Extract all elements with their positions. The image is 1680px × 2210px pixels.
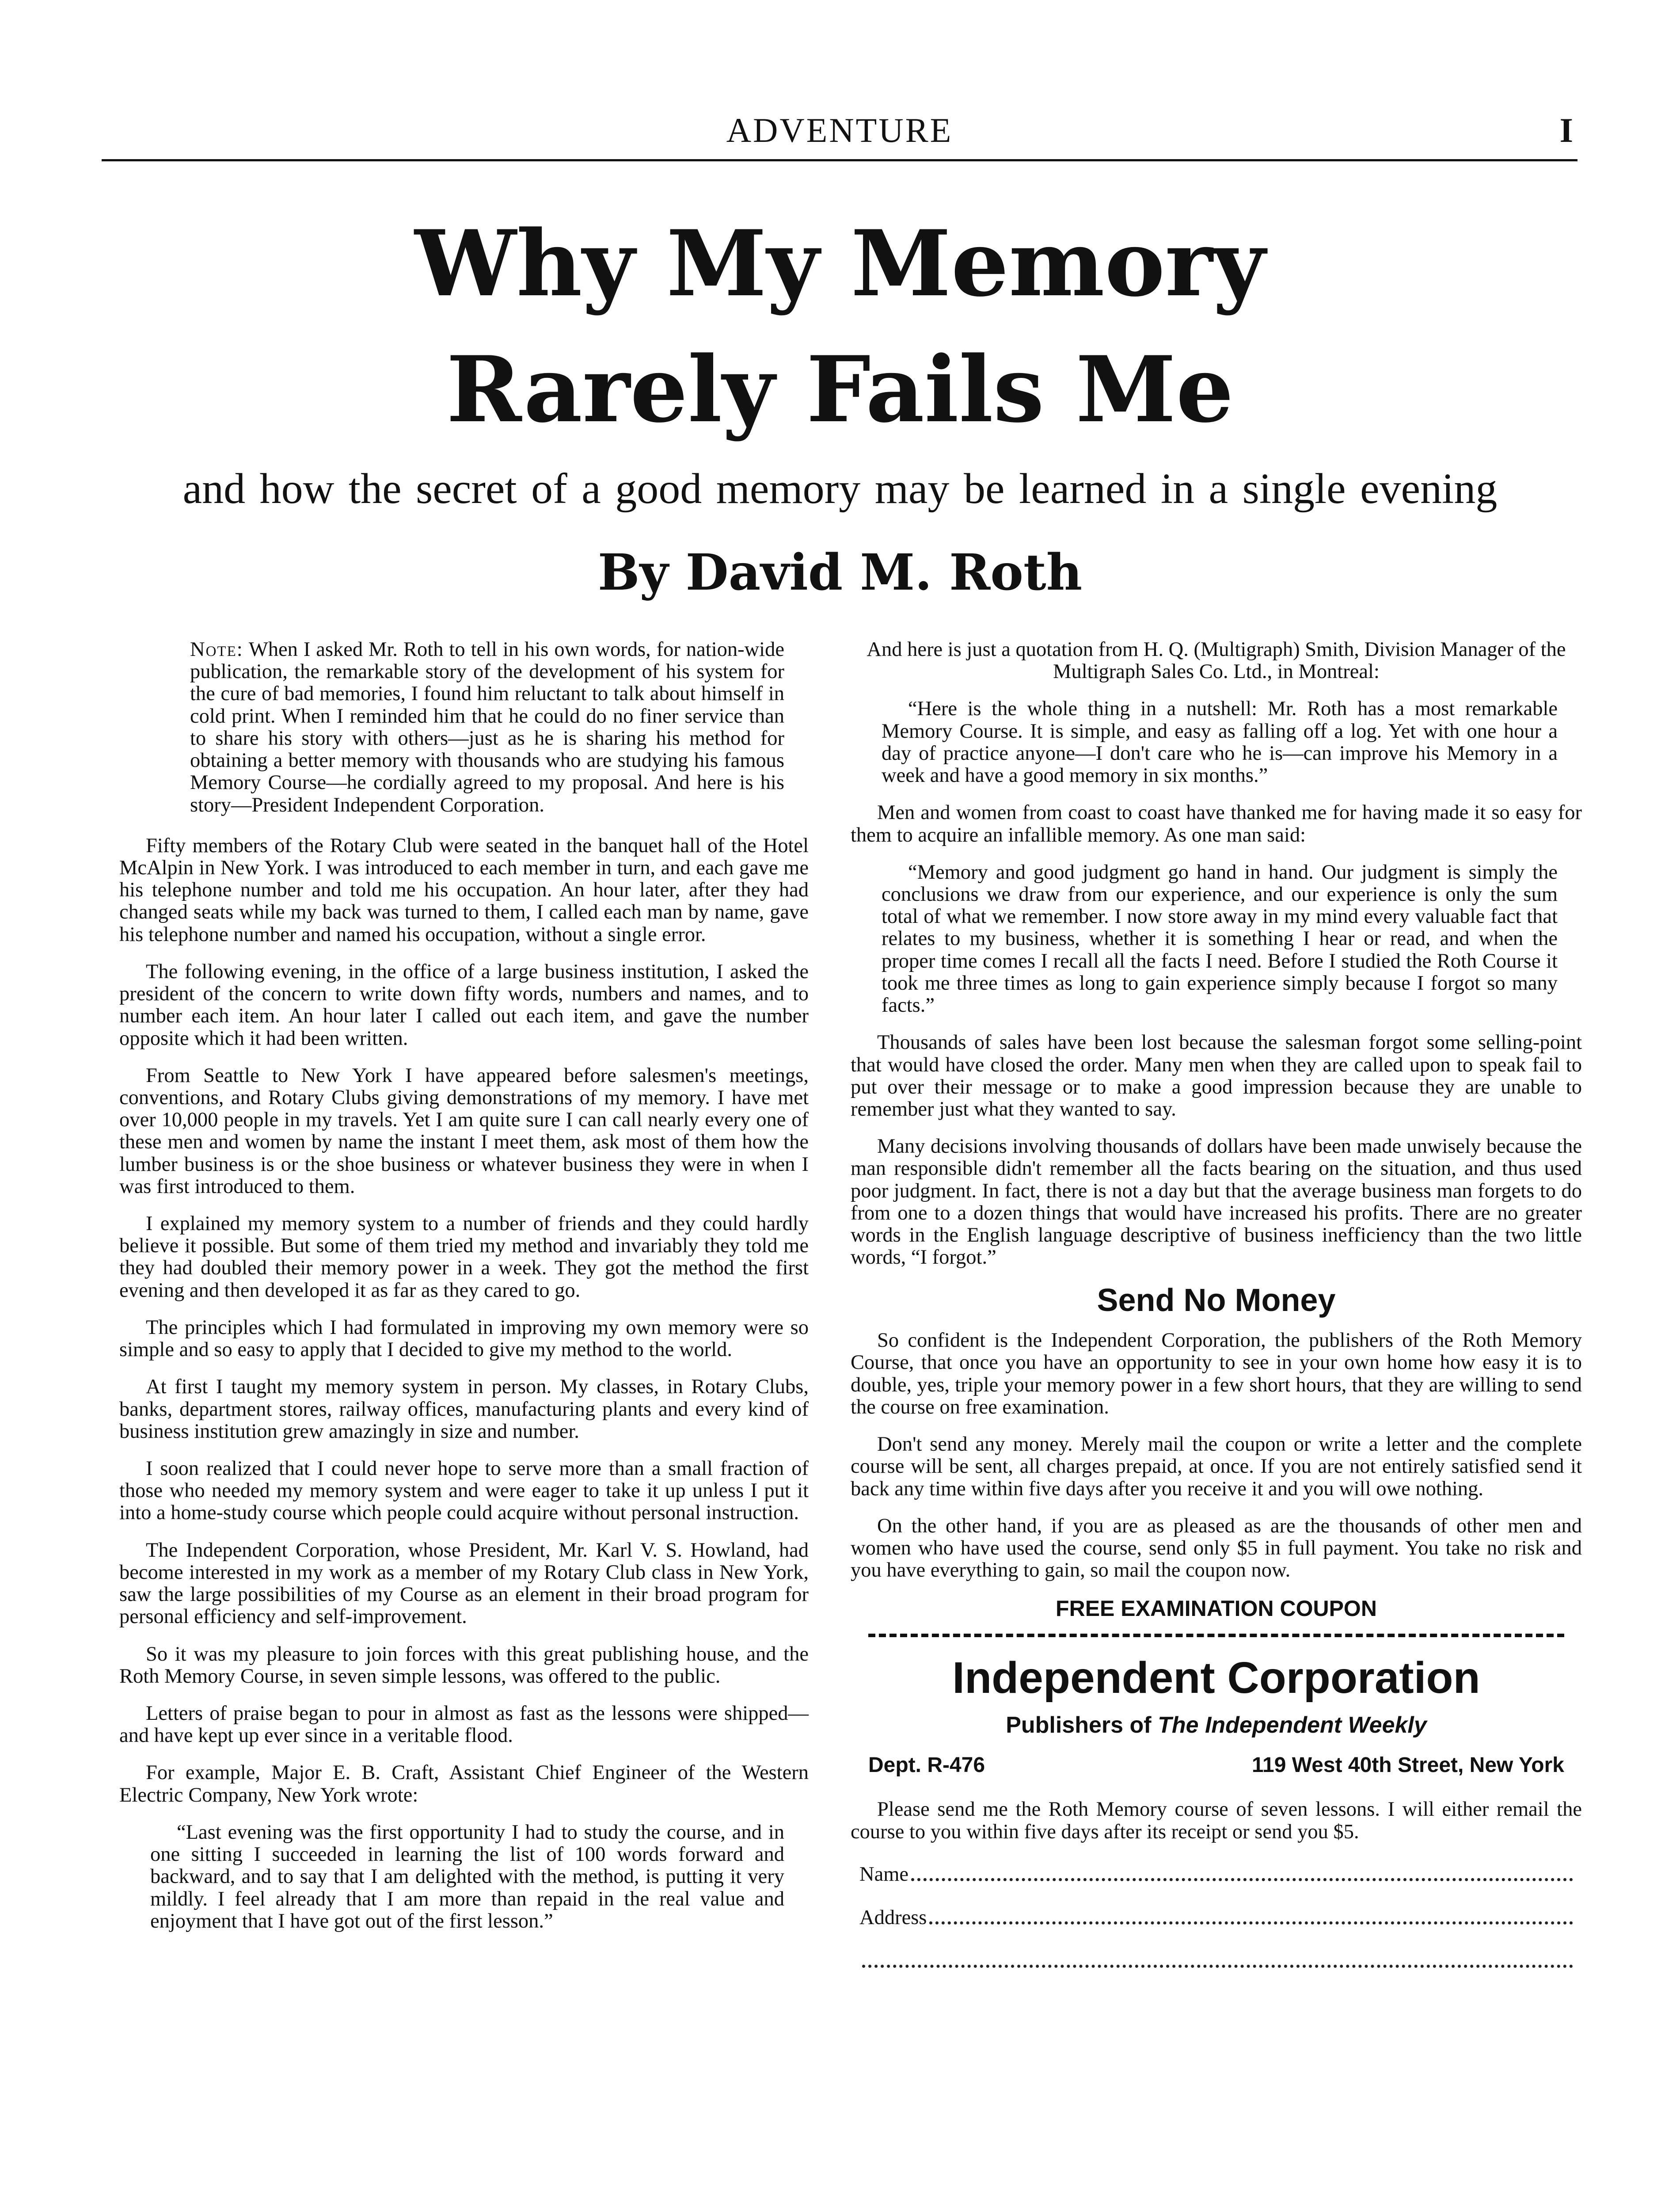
note-label: Note: [190,638,243,661]
body-paragraph: Letters of praise began to pour in almost as fast as the lessons were shipped—and have kept up ever since in a veritable flood. [119,1702,809,1747]
address-label: Address [859,1906,927,1929]
smith-intro: And here is just a quotation from H. Q. (Multigraph) Smith, Division Manager of the Multigraph Sales Co. Ltd., in Montreal: [867,638,1566,683]
publisher-line [851,1713,1582,1738]
coupon-label: FREE EXAMINATION COUPON [1056,1596,1377,1621]
body-paragraph: Many decisions involving thousands of dollars have been made unwisely because the man responsible didn't remember all the facts bearing on the situation, and thus used poor judgment. In fact, there is not a day but that the average business man forgets to do from one to a dozen things that would have increased his profits. There are no greater words in the English language descriptive of business inefficiency than the two little words, “I forgot.” [851,1135,1582,1269]
offer-paragraph: Don't send any money. Merely mail the coupon or write a letter and the complete course will be sent, all charges prepaid, at once. If you are not entirely satisfied send it back any time within five days after you receive it and you will owe nothing. [851,1433,1582,1500]
coupon[interactable] [851,1655,1582,1972]
note-text: When I asked Mr. Roth to tell in his own words, for nation-wide publication, the remarkable story of the development of his system for the cure of bad memories, I found him reluctant to talk about himself in cold print. When I reminded him that he could do no finer service than to share his story with others—just as he is sharing his method for obtaining a better memory with thousands who are studying his famous Memory Course—he cordially agreed to my proposal. And here is his story—President Independent Corporation. [190,638,784,816]
judgment-testimonial: “Memory and good judgment go hand in hand. Our judgment is simply the conclusions we draw from our experience, and our experience is only the sum total of what we remember. I now store away in my mind every valuable fact that relates to my business, whether it is something I hear or read, and when the proper time comes I recall all the facts I need. Before I studied the Roth Course it took me three times as long to gain experience simply because I forgot so many facts.” [882,861,1558,1017]
editor-note [190,639,784,816]
smith-testimonial: “Here is the whole thing in a nutshell: Mr. Roth has a most remarkable Memory Course. It is simple, and easy as falling off a log. Yet with one hour a day of practice anyone—I don't care who he is—can improve his Memory in a week and have a good memory in six months.” [882,697,1558,787]
department-code: Dept. R-476 [868,1753,985,1777]
coupon-text: Please send me the Roth Memory course of seven lessons. I will either remail the course to you within five days after its receipt or send you $5. [851,1798,1582,1843]
craft-testimonial: “Last evening was the first opportunity I had to study the course, and in one sitting I succeeded in learning the list of 100 words forward and backward, and to say that I am delighted with the method, is putting it very mildly. I feel already that I am more than repaid in the real value and enjoyment that I have got out of the first lesson.” [150,1821,784,1932]
body-paragraph: From Seattle to New York I have appeared before salesmen's meetings, conventions, and Rotary Clubs giving demonstrations of my memory. I have met over 10,000 people in my travels. Yet I am quite sure I can call nearly every one of these men and women by name the instant I meet them, ask most of them how the lumber business is or the shoe business or whatever business they were in when I was first introduced to them. [119,1064,809,1198]
company-name: Independent Corporation [952,1653,1480,1703]
coupon-address-row [868,1754,1564,1777]
offer-paragraph: On the other hand, if you are as pleased as are the thousands of other men and women who have used the course, send only $5 in full payment. You take no risk and you have everything to gain, so mail the coupon now. [851,1514,1582,1582]
send-no-money-heading: Send No Money [1097,1283,1336,1318]
body-paragraph: Thousands of sales have been lost because the salesman forgot some selling-point that would have closed the order. Many men when they are called upon to speak fail to put over their message or to make a good impression because they are unable to remember just what they wanted to say. [851,1031,1582,1120]
address-dotted-line-2[interactable] [862,1965,1573,1968]
body-paragraph: The following evening, in the office of a large business institution, I asked the president of the concern to write down fifty words, numbers and names, and to number each item. An hour later I called out each item, and gave the number opposite which it had been written. [119,960,809,1050]
body-paragraph: I soon realized that I could never hope to serve more than a small fraction of those who needed my memory system and were eager to take it up unless I put it into a home-study course which people could acquire without personal instruction. [119,1457,809,1524]
offer-paragraph: So confident is the Independent Corporation, the publishers of the Roth Memory Course, that once you have an opportunity to see in your own home how easy it is to double, yes, triple your memory power in a few short hours, that they are willing to send the course on free examination. [851,1329,1582,1418]
headline-line-1: Why My Memory [414,211,1266,317]
address-field-line-2[interactable] [859,1945,1573,1972]
magazine-name: ADVENTURE [726,111,953,149]
body-paragraph: For example, Major E. B. Craft, Assistant Chief Engineer of the Western Electric Company, New York wrote: [119,1761,809,1806]
name-field[interactable] [859,1858,1573,1886]
left-column [119,639,809,1947]
body-paragraph: The Independent Corporation, whose President, Mr. Karl V. S. Howland, had become interested in my work as a member of my Rotary Club class in New York, saw the large possibilities of my Course as an element in their broad program for personal efficiency and self-improvement. [119,1539,809,1628]
subtitle: and how the secret of a good memory may be learned in a single evening [182,465,1498,513]
coupon-cut-line [868,1634,1564,1637]
name-dotted-line[interactable] [911,1878,1573,1881]
body-paragraph: At first I taught my memory system in person. My classes, in Rotary Clubs, banks, department stores, railway offices, manufacturing plants and every kind of business institution grew amazingly in size and number. [119,1376,809,1443]
page-number: I [1559,111,1573,149]
address-field[interactable] [859,1901,1573,1929]
body-paragraph: I explained my memory system to a number of friends and they could hardly believe it possible. But some of them tried my method and invariably they told me they had doubled their memory power in a week. They got the method the first evening and then developed it as far as they cared to go. [119,1212,809,1302]
publishers-prefix: Publishers of [1006,1712,1152,1738]
street-address: 119 West 40th Street, New York [1252,1753,1564,1777]
publication-name: The Independent Weekly [1158,1712,1427,1738]
address-dotted-line[interactable] [929,1921,1573,1924]
body-paragraph: Fifty members of the Rotary Club were seated in the banquet hall of the Hotel McAlpin in New York. I was introduced to each member in turn, and each gave me his telephone number and told me his occupation. An hour later, after they had changed seats while my back was turned to them, I called each man by name, gave his telephone number and named his occupation, without a single error. [119,834,809,946]
headline-line-2: Rarely Fails Me [446,337,1234,443]
right-column [851,639,1582,1988]
body-paragraph: Men and women from coast to coast have thanked me for having made it so easy for them to acquire an infallible memory. As one man said: [851,801,1582,846]
body-paragraph: The principles which I had formulated in improving my own memory were so simple and so easy to apply that I decided to give my method to the world. [119,1316,809,1361]
name-label: Name [859,1863,909,1886]
running-header [102,110,1577,161]
byline: By David M. Roth [597,544,1083,602]
body-paragraph: So it was my pleasure to join forces with this great publishing house, and the Roth Memory Course, in seven simple lessons, was offered to the public. [119,1642,809,1688]
